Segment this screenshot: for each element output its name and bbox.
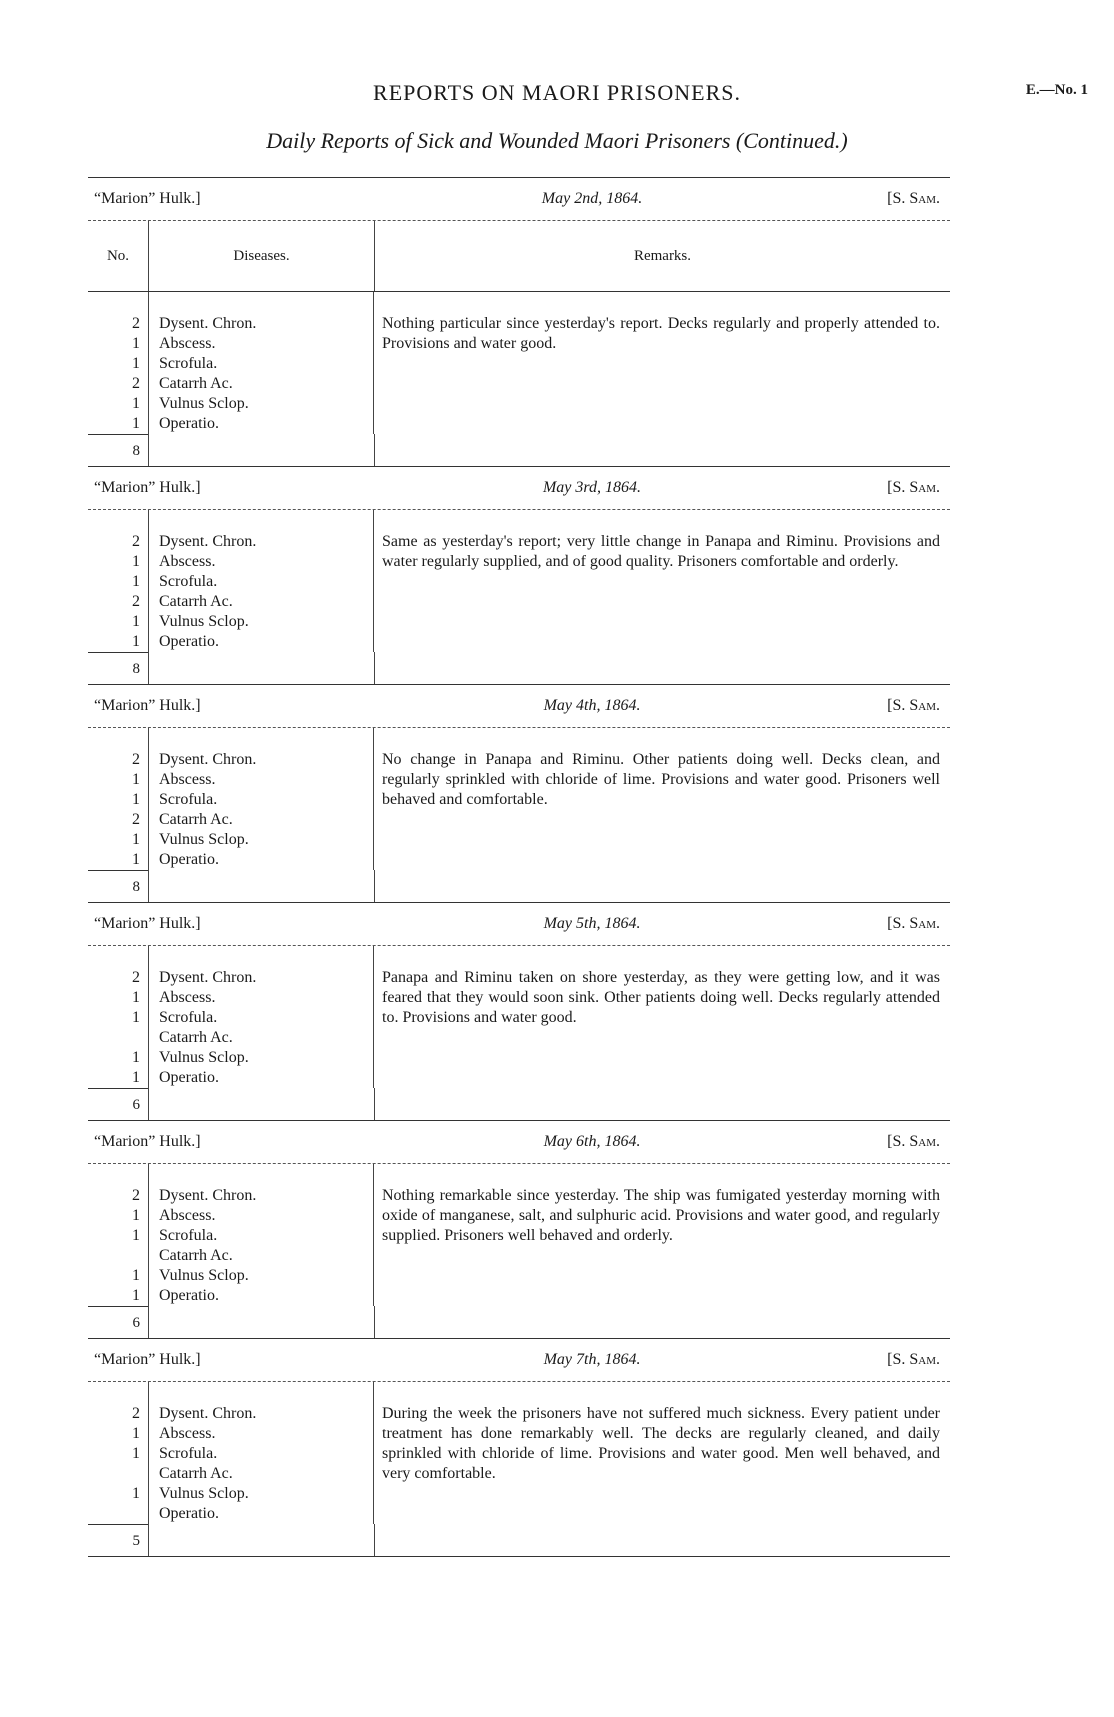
report-body — [88, 946, 950, 1088]
ship-name: “Marion” Hulk.] — [94, 915, 201, 932]
column-diseases: Diseases. — [148, 221, 374, 291]
case-counts: 2 1 1 2 1 1 — [132, 533, 140, 650]
total-count: 8 — [88, 652, 148, 684]
ship-name: “Marion” Hulk.] — [94, 479, 201, 496]
total-count: 6 — [88, 1088, 148, 1120]
total-row — [88, 434, 950, 466]
daily-report — [88, 902, 950, 1120]
disease-list: Dysent. Chron. Abscess. Scrofula. Catarrh Ac. Vulnus Sclop. Operatio. — [148, 510, 373, 652]
report-header — [88, 684, 950, 728]
column-remarks: Remarks. — [374, 221, 950, 291]
remarks-text: Same as yesterday's report; very little change in Panapa and Riminu. Provisions and water regularly supplied, and of good quality. Prisoners comfortable and orderly. — [373, 510, 950, 652]
report-date: May 3rd, 1864. — [542, 479, 642, 496]
report-body — [88, 292, 950, 434]
total-row — [88, 1306, 950, 1338]
total-count: 8 — [88, 870, 148, 902]
total-count: 6 — [88, 1306, 148, 1338]
report-body — [88, 1382, 950, 1524]
daily-report — [88, 177, 950, 466]
signature: [S. Sam. — [887, 190, 940, 207]
column-headers — [88, 221, 950, 292]
report-body — [88, 510, 950, 652]
total-row — [88, 870, 950, 902]
report-header — [88, 177, 950, 221]
report-date: May 6th, 1864. — [543, 1133, 641, 1150]
report-header — [88, 1338, 950, 1382]
report-date: May 2nd, 1864. — [541, 190, 643, 207]
daily-report — [88, 466, 950, 684]
subtitle: Daily Reports of Sick and Wounded Maori Prisoners (Continued.) — [266, 128, 848, 153]
signature: [S. Sam. — [887, 479, 940, 496]
column-no: No. — [106, 247, 130, 264]
ship-name: “Marion” Hulk.] — [94, 697, 201, 714]
daily-report — [88, 684, 950, 902]
signature: [S. Sam. — [887, 915, 940, 932]
case-counts: 2 1 1 1 1 — [132, 1187, 140, 1304]
remarks-text: During the week the prisoners have not suffered much sickness. Every patient under treatment has done remarkably well. The decks are regularly cleaned, and daily sprinkled with chloride of lime. Provisions and water good. Men well behaved, and very comfortable. — [373, 1382, 950, 1524]
daily-report — [88, 1338, 950, 1557]
remarks-text: Nothing particular since yesterday's report. Decks regularly and properly attended to. Provisions and water good. — [373, 292, 950, 434]
total-row — [88, 1088, 950, 1120]
remarks-text: No change in Panapa and Riminu. Other patients doing well. Decks clean, and regularly sprinkled with chloride of lime. Provisions and water good. Prisoners well behaved and comfortable. — [373, 728, 950, 870]
disease-list: Dysent. Chron. Abscess. Scrofula. Catarrh Ac. Vulnus Sclop. Operatio. — [148, 1382, 373, 1524]
disease-list: Dysent. Chron. Abscess. Scrofula. Catarrh Ac. Vulnus Sclop. Operatio. — [148, 946, 373, 1088]
remarks-text: Panapa and Riminu taken on shore yesterday, as they were getting low, and it was feared that they would soon sink. Other patients doing well. Decks regularly attended to. Provisions and water good. — [373, 946, 950, 1088]
report-date: May 7th, 1864. — [543, 1351, 641, 1368]
ship-name: “Marion” Hulk.] — [94, 1133, 201, 1150]
case-counts: 2 1 1 1 — [132, 1405, 140, 1502]
page-reference: E.—No. 1 — [1025, 82, 1088, 98]
disease-list: Dysent. Chron. Abscess. Scrofula. Catarrh Ac. Vulnus Sclop. Operatio. — [148, 1164, 373, 1306]
total-count: 5 — [88, 1524, 148, 1556]
report-header — [88, 1120, 950, 1164]
report-date: May 4th, 1864. — [543, 697, 641, 714]
ship-name: “Marion” Hulk.] — [94, 1351, 201, 1368]
report-header — [88, 902, 950, 946]
table-end-rule — [88, 1556, 950, 1557]
report-body — [88, 1164, 950, 1306]
total-row — [88, 652, 950, 684]
signature: [S. Sam. — [887, 1351, 940, 1368]
daily-report — [88, 1120, 950, 1338]
ship-name: “Marion” Hulk.] — [94, 190, 201, 207]
report-date: May 5th, 1864. — [543, 915, 641, 932]
signature: [S. Sam. — [887, 697, 940, 714]
reports-table — [88, 177, 950, 1557]
report-body — [88, 728, 950, 870]
case-counts: 2 1 1 1 1 — [132, 969, 140, 1086]
disease-list: Dysent. Chron. Abscess. Scrofula. Catarrh Ac. Vulnus Sclop. Operatio. — [148, 292, 373, 434]
case-counts: 2 1 1 2 1 1 — [132, 315, 140, 432]
signature: [S. Sam. — [887, 1133, 940, 1150]
case-counts: 2 1 1 2 1 1 — [132, 751, 140, 868]
page-title: REPORTS ON MAORI PRISONERS. — [373, 80, 741, 105]
disease-list: Dysent. Chron. Abscess. Scrofula. Catarrh Ac. Vulnus Sclop. Operatio. — [148, 728, 373, 870]
report-header — [88, 466, 950, 510]
total-count: 8 — [88, 434, 148, 466]
remarks-text: Nothing remarkable since yesterday. The ship was fumigated yesterday morning with oxide of manganese, salt, and sulphuric acid. Provisions and water good, and regularly supplied. Prisoners well behaved and orderly. — [373, 1164, 950, 1306]
total-row — [88, 1524, 950, 1556]
